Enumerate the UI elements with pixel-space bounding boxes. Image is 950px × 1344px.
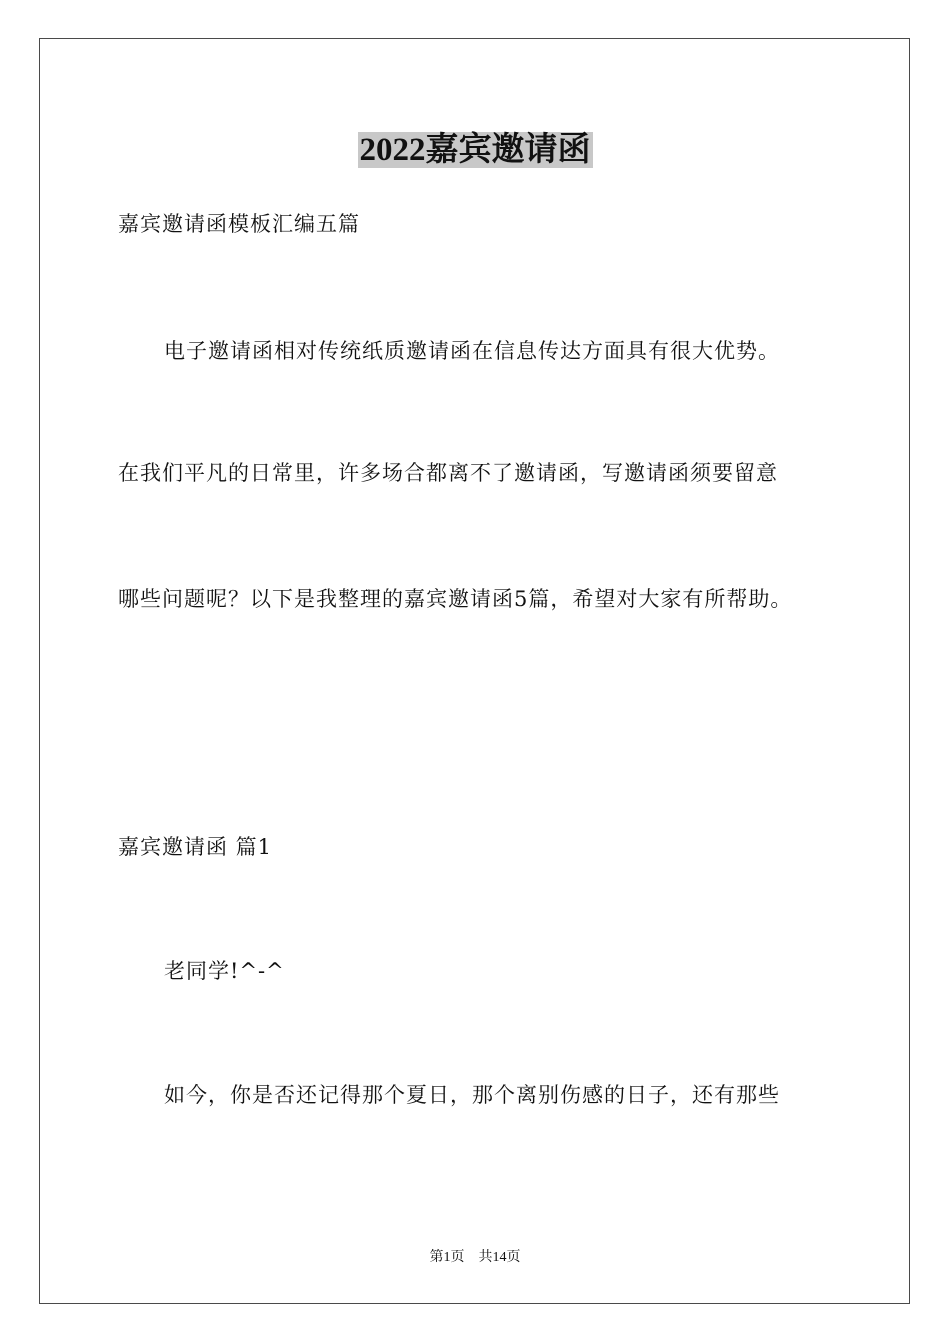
document-subtitle: 嘉宾邀请函模板汇编五篇 bbox=[118, 212, 360, 236]
paragraph-line-2: 在我们平凡的日常里，许多场合都离不了邀请函，写邀请函须要留意 bbox=[118, 461, 778, 485]
body-line: 如今，你是否还记得那个夏日，那个离别伤感的日子，还有那些 bbox=[164, 1083, 780, 1107]
section-heading: 嘉宾邀请函 篇1 bbox=[118, 835, 273, 859]
page-footer bbox=[0, 1248, 950, 1268]
paragraph-line-1: 电子邀请函相对传统纸质邀请函在信息传达方面具有很大优势。 bbox=[164, 339, 780, 363]
document-title-text: 2022嘉宾邀请函 bbox=[359, 132, 591, 168]
greeting-line: 老同学!^-^ bbox=[164, 959, 285, 983]
paragraph-line-3: 哪些问题呢？以下是我整理的嘉宾邀请函5篇，希望对大家有所帮助。 bbox=[118, 587, 793, 611]
document-title bbox=[0, 128, 950, 172]
page-number-total: 共14页 bbox=[478, 1250, 521, 1265]
page-number-current: 第1页 bbox=[429, 1250, 465, 1265]
